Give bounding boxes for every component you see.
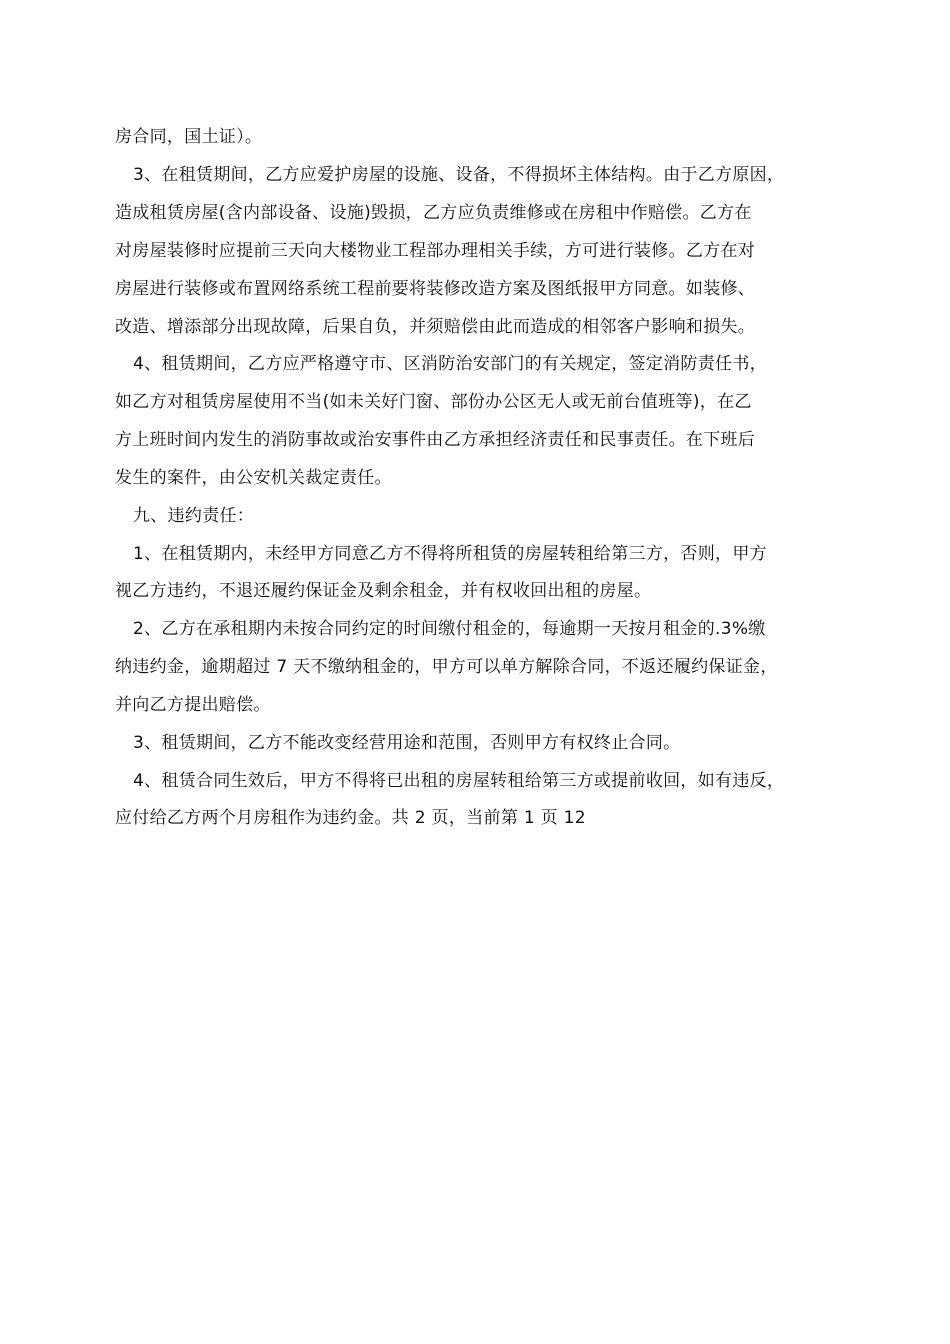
text-line: 4、租赁合同生效后，甲方不得将已出租的房屋转租给第三方或提前收回，如有违反， (133, 771, 785, 791)
section-heading: 九、违约责任： (133, 506, 255, 526)
text-line: 如乙方对租赁房屋使用不当(如未关好门窗、部份办公区无人或无前台值班等)，在乙 (115, 392, 752, 412)
text-line: 4、租赁期间，乙方应严格遵守市、区消防治安部门的有关规定，签定消防责任书， (133, 354, 767, 374)
text-line: 发生的案件，由公安机关裁定责任。 (115, 468, 392, 488)
text-line: 纳违约金，逾期超过 7 天不缴纳租金的，甲方可以单方解除合同，不返还履约保证金， (115, 657, 778, 677)
text-line: 1、在租赁期内，未经甲方同意乙方不得将所租赁的房屋转租给第三方，否则，甲方 (133, 544, 767, 564)
text-line: 应付给乙方两个月房租作为违约金。共 2 页，当前第 1 页 12 (115, 808, 586, 828)
text-line: 房合同，国土证）。 (115, 127, 263, 147)
text-line: 造成租赁房屋(含内部设备、设施)毁损，乙方应负责维修或在房租中作赔偿。乙方在 (115, 203, 752, 223)
text-line: 并向乙方提出赔偿。 (115, 695, 271, 715)
text-line: 2、乙方在承租期内未按合同约定的时间缴付租金的，每逾期一天按月租金的.3%缴 (133, 619, 766, 639)
text-line: 3、在租赁期间，乙方应爱护房屋的设施、设备，不得损坏主体结构。由于乙方原因， (133, 165, 785, 185)
text-line: 视乙方违约，不退还履约保证金及剩余租金，并有权收回出租的房屋。 (115, 581, 652, 601)
text-line: 对房屋装修时应提前三天向大楼物业工程部办理相关手续，方可进行装修。乙方在对 (115, 241, 756, 261)
text-line: 房屋进行装修或布置网络系统工程前要将装修改造方案及图纸报甲方同意。如装修、 (115, 279, 756, 299)
text-line: 改造、增添部分出现故障，后果自负，并须赔偿由此而造成的相邻客户影响和损失。 (115, 317, 756, 337)
text-line: 方上班时间内发生的消防事故或治安事件由乙方承担经济责任和民事责任。在下班后 (115, 430, 756, 450)
text-line: 3、租赁期间，乙方不能改变经营用途和范围，否则甲方有权终止合同。 (133, 733, 681, 753)
